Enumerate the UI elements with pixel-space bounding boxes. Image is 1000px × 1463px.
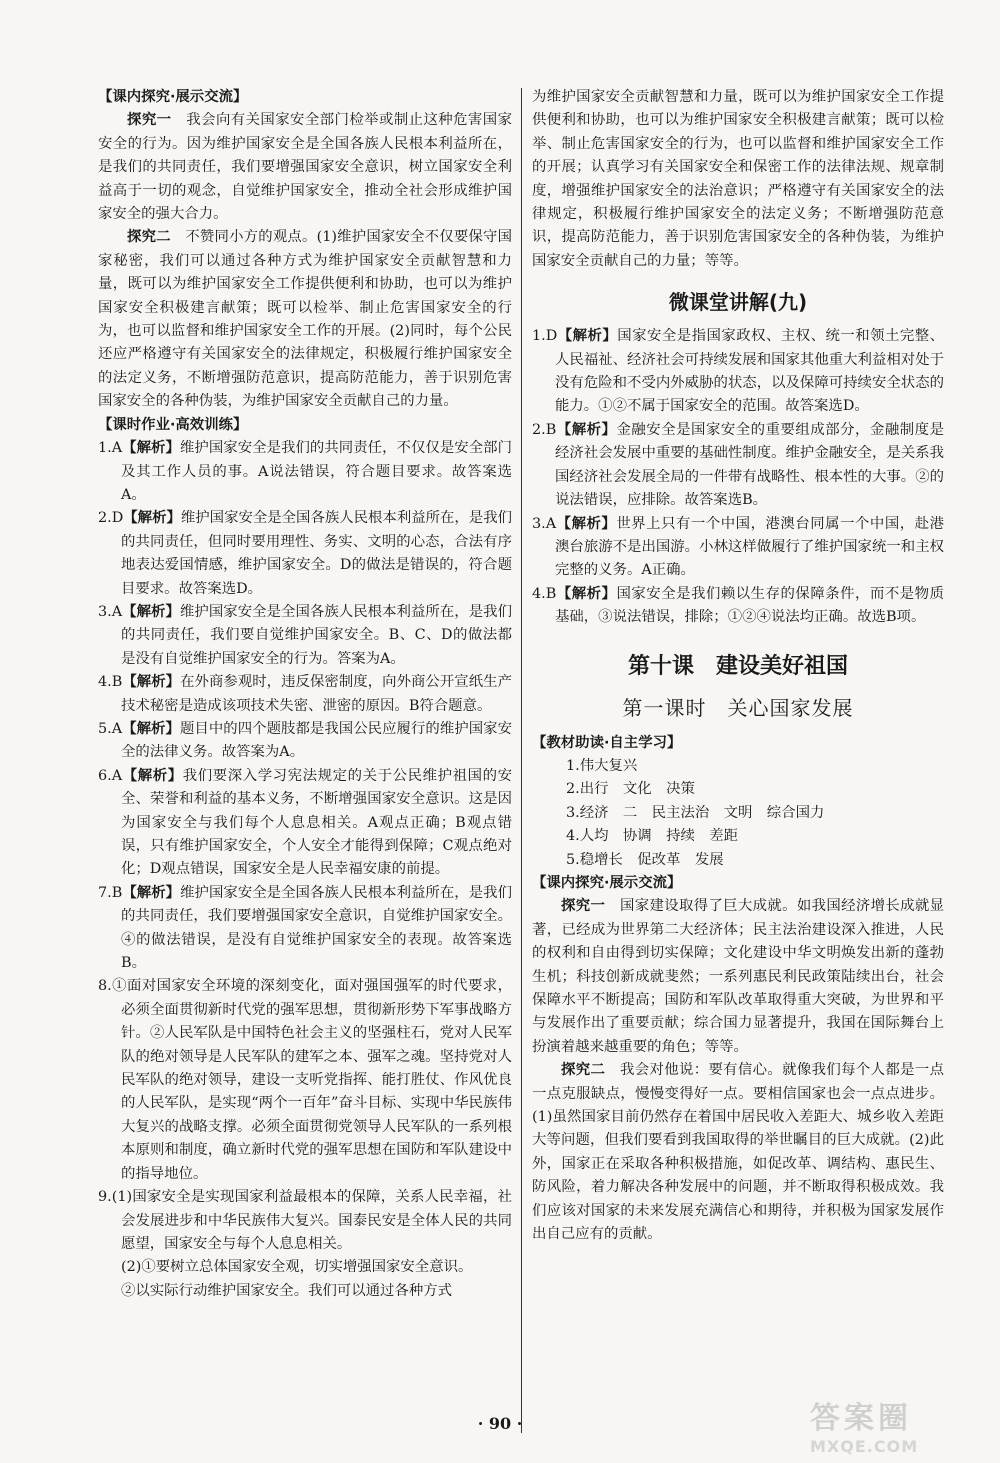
analysis-tag: 【解析】 — [122, 674, 181, 691]
answer-number: 7.B — [98, 884, 123, 901]
explore-label: 探究二 — [127, 229, 171, 246]
micro-lesson-title: 微课堂讲解(九) — [668, 290, 808, 315]
answer-number: 9. — [98, 1189, 112, 1206]
analysis-tag: 【解析】 — [556, 585, 617, 602]
analysis-tag: 【解析】 — [557, 328, 618, 345]
analysis-tag: 【解析】 — [122, 767, 183, 784]
fill-answer: 4.人均 协调 持续 差距 — [566, 828, 739, 845]
answer-number: 6.A — [98, 767, 123, 784]
answer-number: 4.B — [98, 674, 123, 691]
answer-number: 5.A — [98, 720, 123, 737]
analysis-tag: 【解析】 — [122, 440, 180, 457]
answer-item — [98, 882, 512, 976]
fill-answer: 2.出行 文化 决策 — [566, 781, 695, 798]
explore-label: 探究一 — [127, 112, 172, 129]
answer-text: 维护国家安全是全国各族人民根本利益所在，是我们的共同责任，我们要增强国家安全意识，自觉维护国家安全。④的做法错误，是没有自觉维护国家安全的表现。故答案选B。 — [121, 884, 512, 972]
answer-text: 维护国家安全是全国各族人民根本利益所在，是我们的共同责任，我们要自觉维护国家安全。B、C、D的做法都是没有自觉维护国家安全的行为。答案为A。 — [121, 603, 512, 667]
answer-number: 2.D — [98, 510, 124, 527]
column-divider — [521, 88, 522, 1433]
fill-answer: 1.伟大复兴 — [566, 757, 638, 774]
page-number: · 90 · — [477, 1414, 523, 1433]
answer-number: 4.B — [532, 585, 557, 602]
answer-item — [532, 325, 944, 419]
answer-text: 维护国家安全是全国各族人民根本利益所在，是我们的共同责任，但同时要用理性、务实、文明的心态，合法有序地表达爱国情感，维护国家安全。D的做法是错误的，符合题目要求。故答案选D。 — [121, 510, 512, 597]
watermark-url: MXQE.COM — [810, 1437, 919, 1456]
section-heading: 【课内探究·展示交流】 — [98, 89, 248, 105]
answer-text: 我们要深入学习宪法规定的关于公民维护祖国的安全、荣誉和利益的基本义务，不断增强国家安全意识。这是因为国家安全与我们每个人息息相关。A观点正确；B观点错误，只有维护国家安全，个人安全才能得到保障；C观点绝对化；D观点错误，国家安全是人民幸福安康的前提。 — [121, 767, 512, 878]
fill-answer: 5.稳增长 促改革 发展 — [566, 851, 724, 868]
section-heading: 【教材助读·自主学习】 — [532, 734, 682, 751]
answer-subpart: ②以实际行动维护国家安全。我们可以通过各种方式 — [121, 1282, 452, 1299]
answer-number: 8. — [98, 978, 112, 995]
answer-item — [98, 437, 512, 507]
explore-text: 我会对他说：要有信心。就像我们每个人都是一点一点克服缺点，慢慢变得好一点。要相信国家也会一点点进步。(1)虽然国家目前仍然存在着国中居民收入差距大、城乡收入差距大等问题，但我们要看到我国取得的举世瞩目的巨大成就。(2)此外，国家正在采取各种积极措施，如促改革、调结构、惠民生、防风险，着力解决各种发展中的问题，并不断取得积极成效。我们应该对国家的未来发展充满信心和期待，并积极为国家发展作出自己应有的贡献。 — [532, 1062, 944, 1243]
section-heading: 【课内探究·展示交流】 — [532, 874, 682, 891]
explore-paragraph — [98, 109, 512, 226]
answer-item — [98, 601, 512, 671]
answer-item — [98, 1186, 512, 1256]
answer-text: 世界上只有一个中国，港澳台同属一个中国，赴港澳台旅游不是出国游。小林这样做履行了维护国家统一和主权完整的义务。A正确。 — [555, 515, 944, 579]
answer-text: (1)国家安全是实现国家利益最根本的保障，关系人民幸福，社会发展进步和中华民族伟大复兴。国泰民安是全体人民的共同愿望，国家安全与每个人息息相关。 — [111, 1189, 512, 1252]
watermark-text: 答案圈 — [810, 1401, 912, 1436]
answer-item — [98, 975, 512, 1186]
answer-number: 3.A — [532, 515, 557, 532]
answer-text: 国家安全是我们赖以生存的保障条件，而不是物质基础，③说法错误，排除；①②④说法均正确。故选B项。 — [555, 585, 944, 626]
answer-text: 金融安全是国家安全的重要组成部分，金融制度是经济社会发展中重要的基础性制度。维护金融安全，是关系我国经济社会发展全局的一件带有战略性、根本性的大事。②的说法错误，应排除。故答案选B。 — [555, 421, 944, 509]
explore-paragraph — [98, 226, 512, 413]
period-title: 第一课时 关心国家发展 — [622, 695, 854, 720]
answer-text: 国家安全是指国家政权、主权、统一和领土完整、人民福祉、经济社会可持续发展和国家其他重大利益相对处于没有危险和不受内外威胁的状态，以及保障可持续安全状态的能力。①②不属于国家安全的范围。故答案选D。 — [555, 328, 944, 415]
analysis-tag: 【解析】 — [556, 515, 617, 532]
answer-item — [532, 513, 944, 583]
answer-text: 维护国家安全是我们的共同责任，不仅仅是安全部门及其工作人员的事。A说法错误，符合题目要求。故答案选A。 — [121, 440, 512, 503]
answer-subpart: (2)①要树立总体国家安全观，切实增强国家安全意识。 — [121, 1259, 473, 1276]
answer-number: 1.D — [532, 328, 558, 345]
analysis-tag: 【解析】 — [556, 421, 617, 438]
answer-text: 在外商参观时，违反保密制度，向外商公开宣纸生产技术秘密是造成该项技术失密、泄密的原因。B符合题意。 — [121, 674, 512, 714]
answer-item — [98, 671, 512, 718]
section-heading: 【课时作业·高效训练】 — [98, 416, 248, 433]
answer-item — [98, 507, 512, 601]
explore-paragraph — [532, 895, 944, 1059]
right-column — [532, 86, 944, 1246]
analysis-tag: 【解析】 — [123, 510, 181, 527]
lesson-title: 第十课 建设美好祖国 — [627, 653, 848, 679]
answer-number: 2.B — [532, 421, 557, 438]
explore-label: 探究二 — [561, 1062, 606, 1079]
left-column — [98, 86, 512, 1303]
answer-number: 1.A — [98, 440, 123, 457]
explore-text: 不赞同小方的观点。(1)维护国家安全不仅要保守国家秘密，我们可以通过各种方式为维护国家安全贡献智慧和力量，既可以为维护国家安全工作提供便利和协助，也可以为维护国家安全积极建言献策；既可以检举、制止危害国家安全的行为，也可以监督和维护国家安全工作的开展。(2)同时，每个公民还应严格遵守有关国家安全的法律规定，积极履行维护国家安全的法定义务，不断增强防范意识，提高防范能力，善于识别危害国家安全的各种伪装，为维护国家安全贡献自己的力量。 — [98, 229, 512, 410]
analysis-tag: 【解析】 — [122, 720, 180, 737]
explore-paragraph — [532, 1059, 944, 1246]
answer-item — [98, 765, 512, 882]
analysis-tag: 【解析】 — [122, 884, 181, 901]
answer-item — [532, 583, 944, 630]
answer-text: 题目中的四个题肢都是我国公民应履行的维护国家安全的法律义务。故答案为A。 — [121, 720, 512, 761]
fill-answer: 3.经济 二 民主法治 文明 综合国力 — [566, 804, 825, 821]
analysis-tag: 【解析】 — [122, 603, 180, 620]
continued-text: 为维护国家安全贡献智慧和力量，既可以为维护国家安全工作提供便利和协助，也可以为维护国家安全积极建言献策；既可以检举、制止危害国家安全的行为，也可以监督和维护国家安全工作的开展；认真学习有关国家安全和保密工作的法律法规、规章制度，增强维护国家安全的法治意识；严格遵守有关国家安全的法律规定，积极履行维护国家安全的法定义务；不断增强防范意识，提高防范能力，善于识别危害国家安全的各种伪装，为维护国家安全贡献自己的力量；等等。 — [532, 89, 944, 269]
answer-item — [532, 419, 944, 513]
answer-item — [98, 718, 512, 765]
explore-text: 我会向有关国家安全部门检举或制止这种危害国家安全的行为。因为维护国家安全是全国各族人民根本利益所在，是我们的共同责任，我们要增强国家安全意识，树立国家安全利益高于一切的观念，自觉维护国家安全，推动全社会形成维护国家安全的强大合力。 — [98, 112, 512, 223]
watermark-logo — [810, 1393, 990, 1459]
answer-number: 3.A — [98, 603, 123, 620]
answer-text: ①面对国家安全环境的深刻变化，面对强国强军的时代要求，必须全面贯彻新时代党的强军思想，贯彻新形势下军事战略方针。②人民军队是中国特色社会主义的坚强柱石，党对人民军队的绝对领导是人民军队的建军之本、强军之魂。坚持党对人民军队的绝对领导，建设一支听党指挥、能打胜仗、作风优良的人民军队，是实现“两个一百年”奋斗目标、实现中华民族伟大复兴的战略支撑。必须全面贯彻党领导人民军队的一系列根本原则和制度，确立新时代党的强军思想在国防和军队建设中的指导地位。 — [111, 978, 512, 1182]
explore-label: 探究一 — [561, 898, 606, 915]
explore-text: 国家建设取得了巨大成就。如我国经济增长成就显著，已经成为世界第二大经济体；民主法治建设深入推进，人民的权利和自由得到切实保障；文化建设中华文明焕发出新的蓬勃生机；科技创新成就斐然；一系列惠民利民政策陆续出台，社会保障水平不断提高；国防和军队改革取得重大突破，为世界和平与发展作出了重要贡献；综合国力显著提升，我国在国际舞台上扮演着越来越重要的角色；等等。 — [532, 898, 944, 1055]
